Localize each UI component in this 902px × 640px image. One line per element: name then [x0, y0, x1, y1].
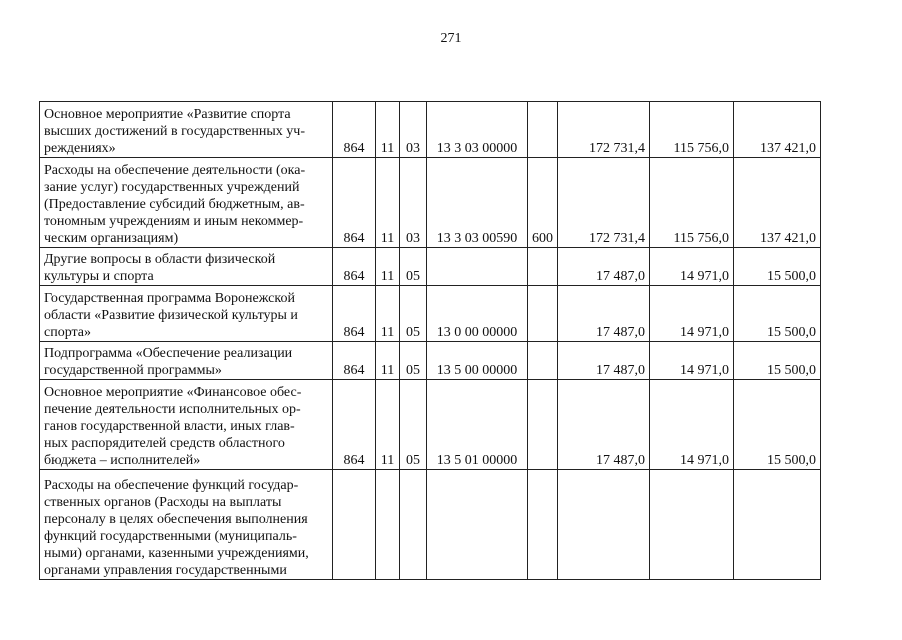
row-name: Другие вопросы в области физической культуры и спорта	[40, 248, 333, 286]
row-name: Расходы на обеспечение функций государ- ственных органов (Расходы на выплаты персоналу в целях обеспечения выполнения функций государственными (муниципаль- ными) органами, казенными учреждениями, органами управления государственными	[40, 470, 333, 580]
amount-year-3: 15 500,0	[734, 286, 821, 342]
subsection-code: 05	[400, 380, 427, 470]
row-name: Основное мероприятие «Развитие спорта высших достижений в государственных уч- реждениях»	[40, 102, 333, 158]
section-code: 11	[376, 342, 400, 380]
amount-year-2: 115 756,0	[650, 102, 734, 158]
amount-year-2	[650, 470, 734, 580]
amount-year-1: 17 487,0	[558, 286, 650, 342]
subsection-code: 03	[400, 102, 427, 158]
amount-year-3: 137 421,0	[734, 102, 821, 158]
section-code: 11	[376, 380, 400, 470]
amount-year-1: 17 487,0	[558, 380, 650, 470]
target-item-code	[427, 248, 528, 286]
target-item-code	[427, 470, 528, 580]
ministry-code: 864	[333, 102, 376, 158]
table-row	[40, 158, 821, 248]
subsection-code: 05	[400, 342, 427, 380]
amount-year-2: 14 971,0	[650, 248, 734, 286]
ministry-code: 864	[333, 380, 376, 470]
target-item-code: 13 0 00 00000	[427, 286, 528, 342]
amount-year-1: 17 487,0	[558, 248, 650, 286]
row-name: Основное мероприятие «Финансовое обес- печение деятельности исполнительных ор- ганов государственной власти, иных глав- ных распорядителей средств областного бюджета – исполнителей»	[40, 380, 333, 470]
amount-year-3: 15 500,0	[734, 342, 821, 380]
table-row	[40, 380, 821, 470]
expense-type-code	[528, 342, 558, 380]
target-item-code: 13 3 03 00590	[427, 158, 528, 248]
amount-year-2: 14 971,0	[650, 380, 734, 470]
expense-type-code: 600	[528, 158, 558, 248]
amount-year-2: 115 756,0	[650, 158, 734, 248]
subsection-code: 05	[400, 286, 427, 342]
amount-year-3	[734, 470, 821, 580]
amount-year-1: 172 731,4	[558, 158, 650, 248]
table-row	[40, 470, 821, 580]
row-name: Государственная программа Воронежской области «Развитие физической культуры и спорта»	[40, 286, 333, 342]
ministry-code	[333, 470, 376, 580]
amount-year-2: 14 971,0	[650, 342, 734, 380]
expense-type-code	[528, 102, 558, 158]
row-name: Расходы на обеспечение деятельности (ока- зание услуг) государственных учреждений (Предоставление субсидий бюджетным, ав- тономным учреждениям и иным некоммер- ческим организациям)	[40, 158, 333, 248]
section-code: 11	[376, 158, 400, 248]
amount-year-2: 14 971,0	[650, 286, 734, 342]
expense-type-code	[528, 286, 558, 342]
ministry-code: 864	[333, 342, 376, 380]
amount-year-3: 15 500,0	[734, 380, 821, 470]
ministry-code: 864	[333, 158, 376, 248]
expense-type-code	[528, 248, 558, 286]
amount-year-3: 137 421,0	[734, 158, 821, 248]
amount-year-3: 15 500,0	[734, 248, 821, 286]
amount-year-1: 172 731,4	[558, 102, 650, 158]
ministry-code: 864	[333, 286, 376, 342]
amount-year-1: 17 487,0	[558, 342, 650, 380]
section-code: 11	[376, 286, 400, 342]
target-item-code: 13 5 01 00000	[427, 380, 528, 470]
expense-type-code	[528, 380, 558, 470]
amount-year-1	[558, 470, 650, 580]
section-code: 11	[376, 102, 400, 158]
table-row	[40, 102, 821, 158]
table-row	[40, 342, 821, 380]
ministry-code: 864	[333, 248, 376, 286]
page-number: 271	[440, 31, 462, 46]
section-code	[376, 470, 400, 580]
subsection-code	[400, 470, 427, 580]
table-row	[40, 286, 821, 342]
budget-table	[39, 101, 821, 580]
section-code: 11	[376, 248, 400, 286]
subsection-code: 05	[400, 248, 427, 286]
table-row	[40, 248, 821, 286]
target-item-code: 13 5 00 00000	[427, 342, 528, 380]
target-item-code: 13 3 03 00000	[427, 102, 528, 158]
expense-type-code	[528, 470, 558, 580]
row-name: Подпрограмма «Обеспечение реализации государственной программы»	[40, 342, 333, 380]
subsection-code: 03	[400, 158, 427, 248]
